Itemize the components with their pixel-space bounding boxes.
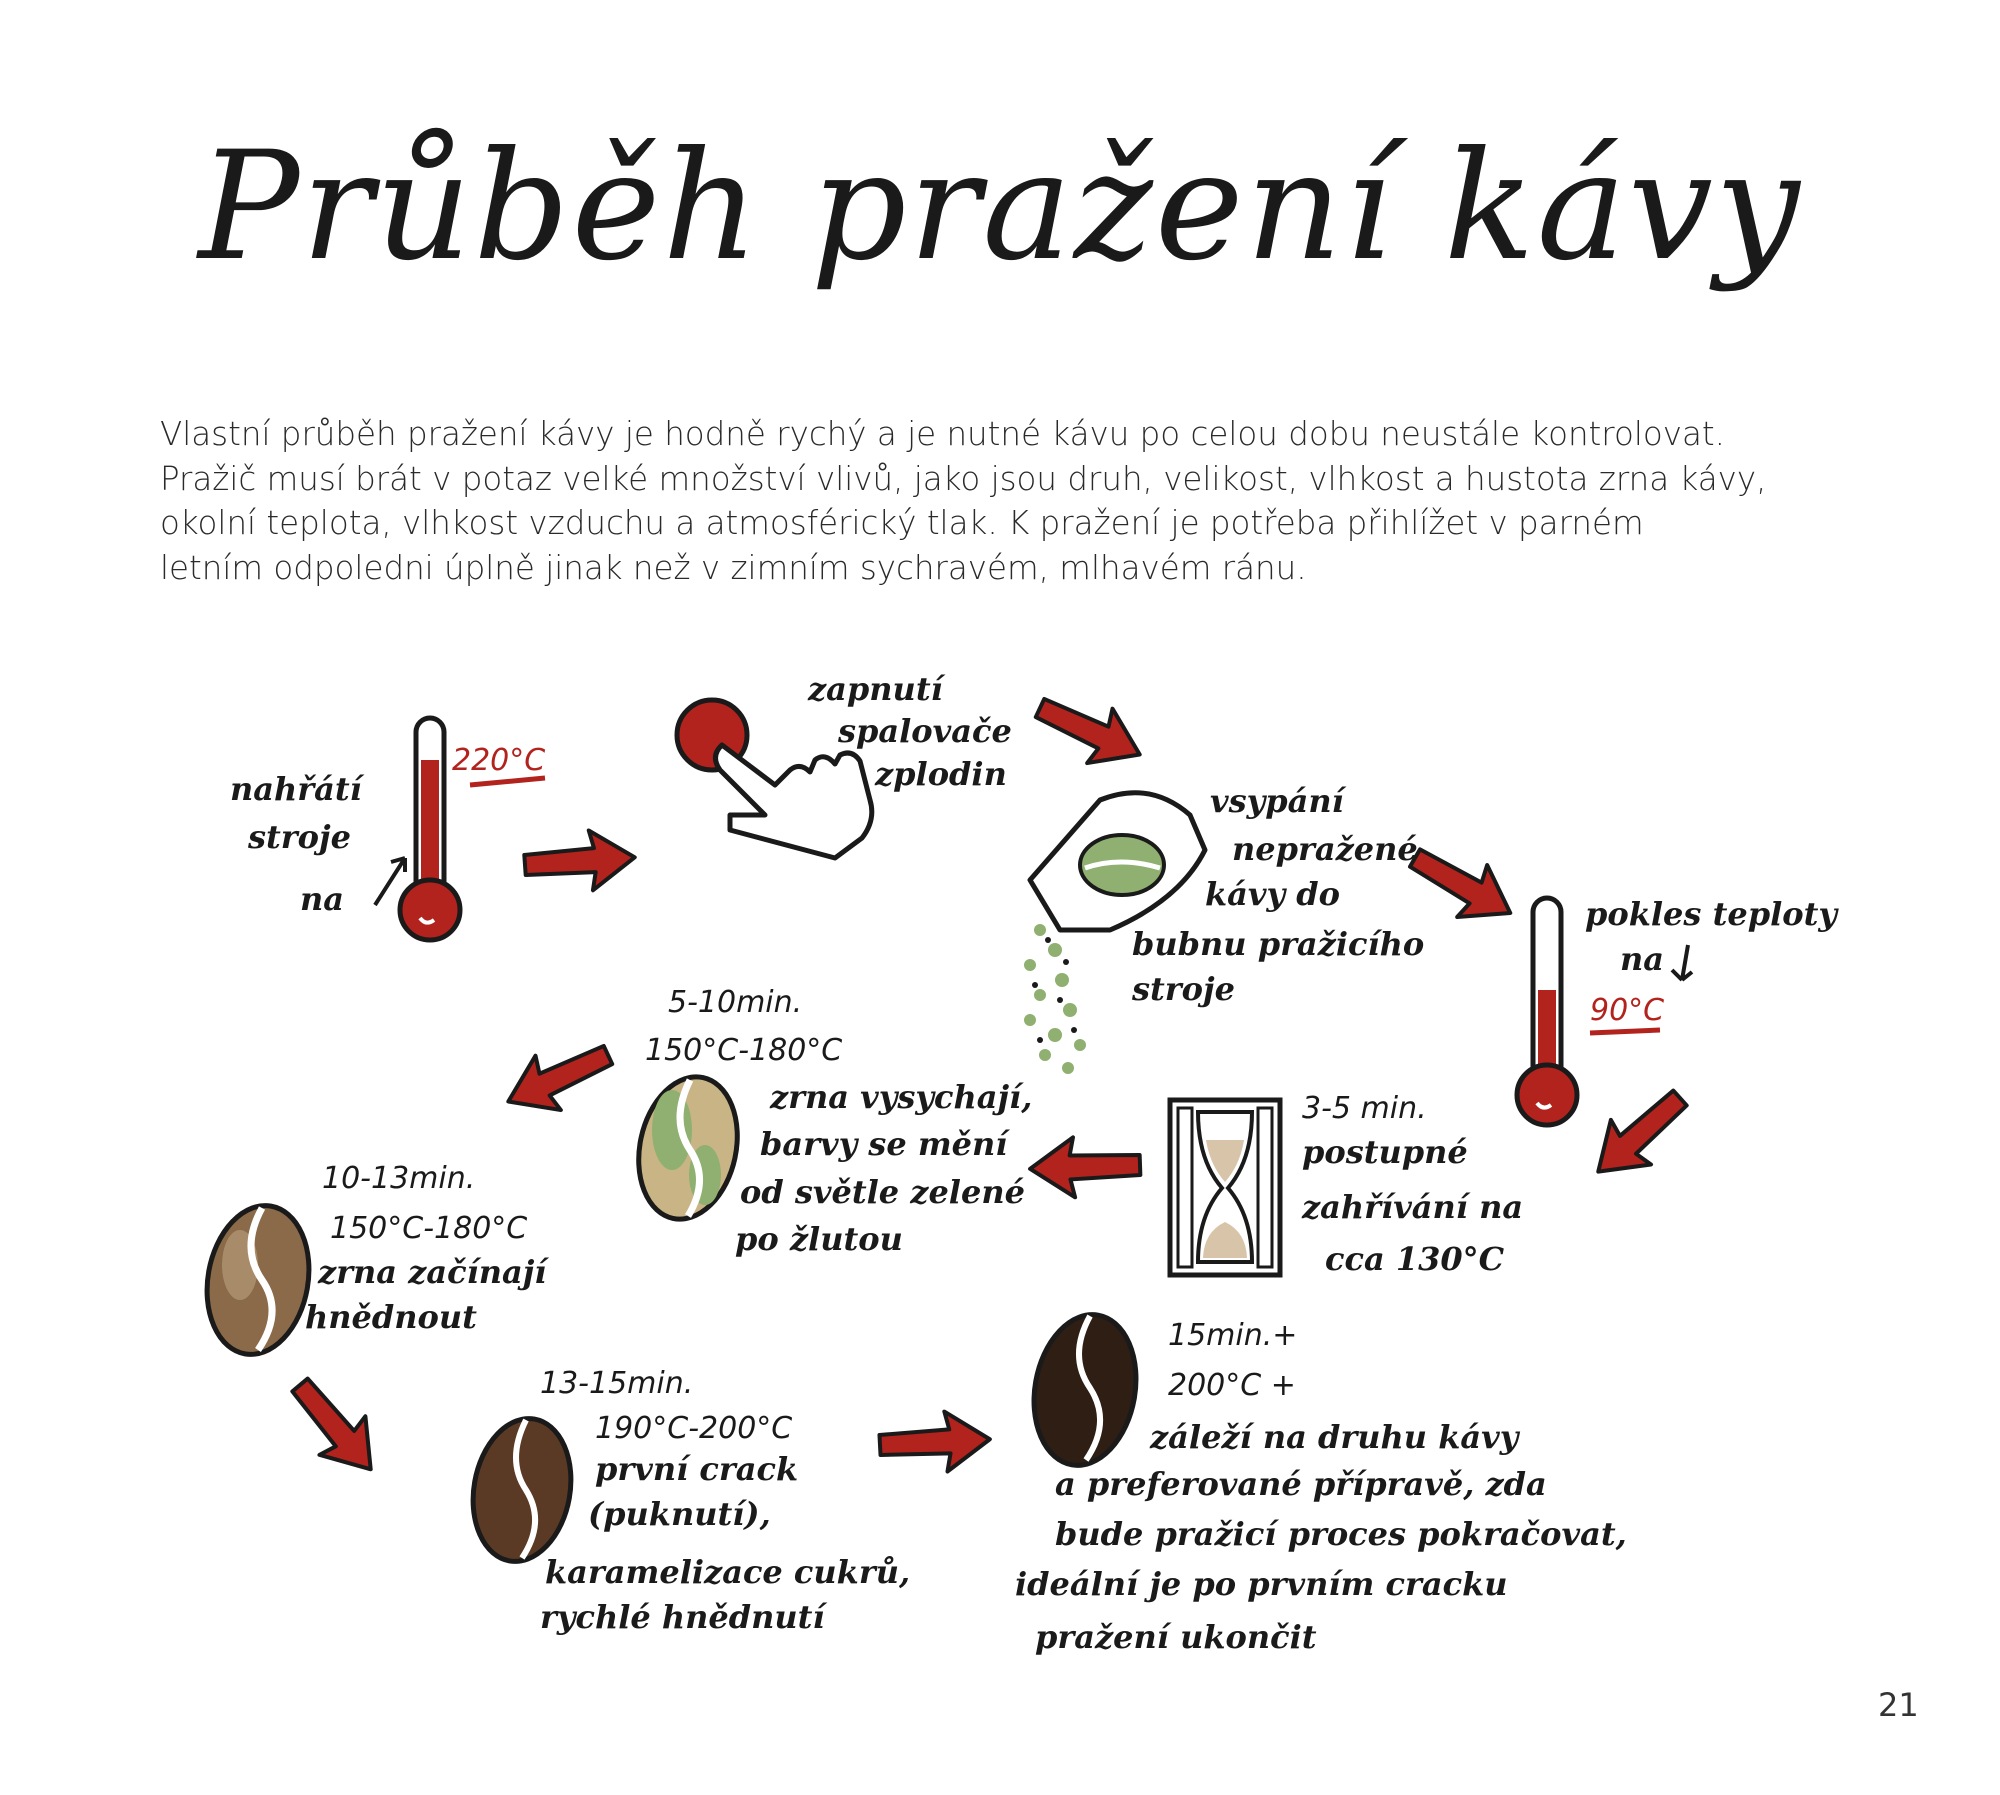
step-crack-line: rychlé hnědnutí: [540, 1598, 825, 1636]
step-finish-line: bude pražicí proces pokračovat,: [1055, 1515, 1627, 1553]
step-finish-line: pražení ukončit: [1035, 1618, 1317, 1656]
arrow-icon: [1400, 832, 1525, 939]
step-burner-line: zapnutí: [808, 670, 943, 708]
step-dry-line: od světle zelené: [740, 1173, 1025, 1211]
step-crack-temp: 190°C-200°C: [595, 1411, 793, 1446]
page-number: 21: [1878, 1686, 1919, 1724]
step-warm-line: cca 130°C: [1325, 1240, 1505, 1278]
small-arrow-icon: [1672, 945, 1692, 980]
arrow-icon: [523, 827, 637, 895]
step-warm-line: zahřívání na: [1302, 1188, 1524, 1226]
step-pour-line: vsypání: [1210, 782, 1344, 820]
step-dry-line: barvy se mění: [760, 1125, 1008, 1163]
step-brown-temp: 150°C-180°C: [330, 1211, 528, 1246]
step-heat-line: stroje: [248, 818, 351, 856]
step-finish-line: ideální je po prvním cracku: [1015, 1565, 1508, 1603]
page-title: Průběh pražení kávy: [198, 120, 1802, 294]
intro-line: Vlastní průběh pražení kávy je hodně rychý a je nutné kávu po celou dobu neustále kontrolovat.: [160, 415, 1725, 453]
underline-mark: [1590, 1030, 1660, 1033]
step-warm-line: postupné: [1302, 1133, 1468, 1171]
thermometer-icon: [400, 718, 460, 940]
step-crack-line: karamelizace cukrů,: [545, 1553, 911, 1591]
step-burner-line: spalovače: [838, 712, 1012, 750]
step-drop-line: na: [1620, 940, 1664, 978]
coffee-bean-icon: [196, 1197, 321, 1362]
arrow-icon: [1029, 1135, 1141, 1199]
step-brown-line: zrna začínají: [318, 1253, 547, 1291]
step-drop-line: pokles teploty: [1585, 895, 1837, 933]
step-heat-temp: 220°C: [452, 743, 546, 778]
step-finish-line: záleží na druhu kávy: [1150, 1418, 1519, 1456]
step-dry-time: 5-10min.: [668, 985, 803, 1020]
arrow-icon: [1578, 1076, 1700, 1194]
intro-line: Pražič musí brát v potaz velké množství vlivů, jako jsou druh, velikost, vlhkost a hustota zrna kávy,: [160, 459, 1767, 498]
arrow-icon: [496, 1028, 621, 1129]
step-pour-line: stroje: [1132, 970, 1235, 1008]
arrow-icon: [277, 1366, 394, 1489]
arrow-icon: [878, 1409, 991, 1475]
step-finish-temp: 200°C +: [1168, 1368, 1296, 1403]
step-crack-time: 13-15min.: [540, 1366, 694, 1401]
step-crack-line: první crack: [595, 1450, 799, 1488]
arrow-icon: [1027, 681, 1152, 782]
coffee-bean-icon: [462, 1411, 582, 1569]
underline-mark: [470, 778, 545, 785]
step-pour-line: kávy do: [1205, 875, 1340, 913]
coffee-bean-icon: [1023, 1306, 1148, 1473]
step-brown-line: hnědnout: [305, 1298, 477, 1336]
step-dry-line: zrna vysychají,: [770, 1078, 1033, 1116]
step-heat-line: na: [300, 880, 344, 918]
intro-line: okolní teplota, vlhkost vzduchu a atmosférický tlak. K pražení je potřeba přihlížet v parném: [160, 504, 1644, 542]
intro-line: letním odpoledni úplně jinak než v zimním sychravém, mlhavém ránu.: [160, 548, 1307, 587]
thermometer-icon: [1517, 898, 1577, 1125]
step-heat-line: nahřátí: [230, 770, 362, 808]
hourglass-icon: [1170, 1100, 1280, 1275]
step-finish-line: a preferované přípravě, zda: [1055, 1465, 1547, 1503]
step-pour-line: nepražené: [1232, 830, 1418, 868]
step-dry-temp: 150°C-180°C: [645, 1033, 843, 1068]
step-finish-time: 15min.+: [1168, 1318, 1298, 1353]
coffee-bean-icon: [626, 1068, 750, 1229]
step-dry-line: po žlutou: [735, 1220, 903, 1258]
step-burner-line: zplodin: [875, 755, 1007, 793]
step-crack-line: (puknutí),: [588, 1495, 771, 1533]
step-pour-line: bubnu pražicího: [1132, 925, 1425, 963]
step-drop-temp: 90°C: [1590, 993, 1665, 1028]
step-warm-time: 3-5 min.: [1302, 1091, 1427, 1126]
step-brown-time: 10-13min.: [322, 1161, 476, 1196]
